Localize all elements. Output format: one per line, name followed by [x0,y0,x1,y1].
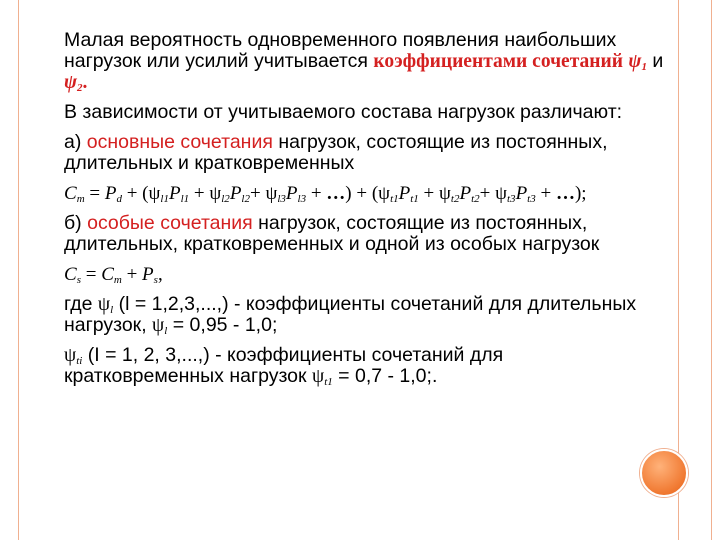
where-word: где [64,293,93,315]
paragraph-long-term-coefficients: где $\psi_l$ (l = 1,2,3,...,) - коэффициенты сочетаний для длительных нагрузок, $\psi_l = 0,95 - 1,0$; [64,293,637,337]
paragraph-special-combinations [64,213,664,255]
item-label-a: а) [64,131,82,153]
intro-text: Малая вероятность одновременного появления наибольших нагрузок или усилий учитывается [64,29,617,72]
conjunction: и [652,50,664,72]
long-term-coefficient-value: = 0,95 - 1,0; [172,314,278,336]
combination-coefficients-term: коэффициентами сочетаний [373,51,623,72]
paragraph-main-combinations [64,132,664,174]
psi-symbol: ψ [628,51,642,72]
formula-special: $C_s = C_m + P_s$, [64,264,163,286]
psi-subscript: 2 [77,82,83,94]
paragraph-depending: В зависимости от учитываемого состава нагрузок различают: [64,101,623,123]
long-term-coefficients-desc: (l = 1,2,3,...,) - коэффициенты сочетаний для длительных нагрузок, [64,293,637,336]
left-border-decoration [8,0,19,540]
short-term-coefficients-desc: (I = 1, 2, 3,...,) - коэффициенты сочетаний для кратковременных нагрузок [64,344,504,387]
paragraph-short-term-coefficients: $\psi_{ti}$ (I = 1, 2, 3,...,) - коэффициенты сочетаний для кратковременных нагрузок $\psi_{t1} = 0,7 - 1,0$;. [64,344,504,388]
slide-content [64,30,664,396]
main-combinations-desc: нагрузок, состоящие из постоянных, длительных и кратковременных [64,131,608,174]
formula-main: $C_m = P_d + (\psi_{l1}P_{l1} + \psi_{l2}P_{l2}+ \psi_{l3}P_{l3}$ + …) + ($\psi_{t1}P_{t1} + \psi_{t2}P_{t2}+ \psi_{t3}P_{t3}$ + …); [64,183,587,205]
orange-circle-decoration [640,449,688,497]
item-label-b: б) [64,212,82,234]
main-combinations-term: основные сочетания [86,131,273,153]
psi-subscript: 1 [641,61,647,73]
paragraph-intro: Малая вероятность одновременного появления наибольших нагрузок или усилий учитывается коэффициентами сочетаний $\psi_1$ и $\psi_2$. [64,29,664,94]
short-term-coefficient-value: = 0,7 - 1,0;. [338,365,438,387]
psi-symbol: ψ [64,72,78,93]
special-combinations-desc: нагрузок, состоящие из постоянных, длительных, кратковременных и одной из особых нагрузок [64,212,600,255]
special-combinations-term: особые сочетания [87,212,253,234]
